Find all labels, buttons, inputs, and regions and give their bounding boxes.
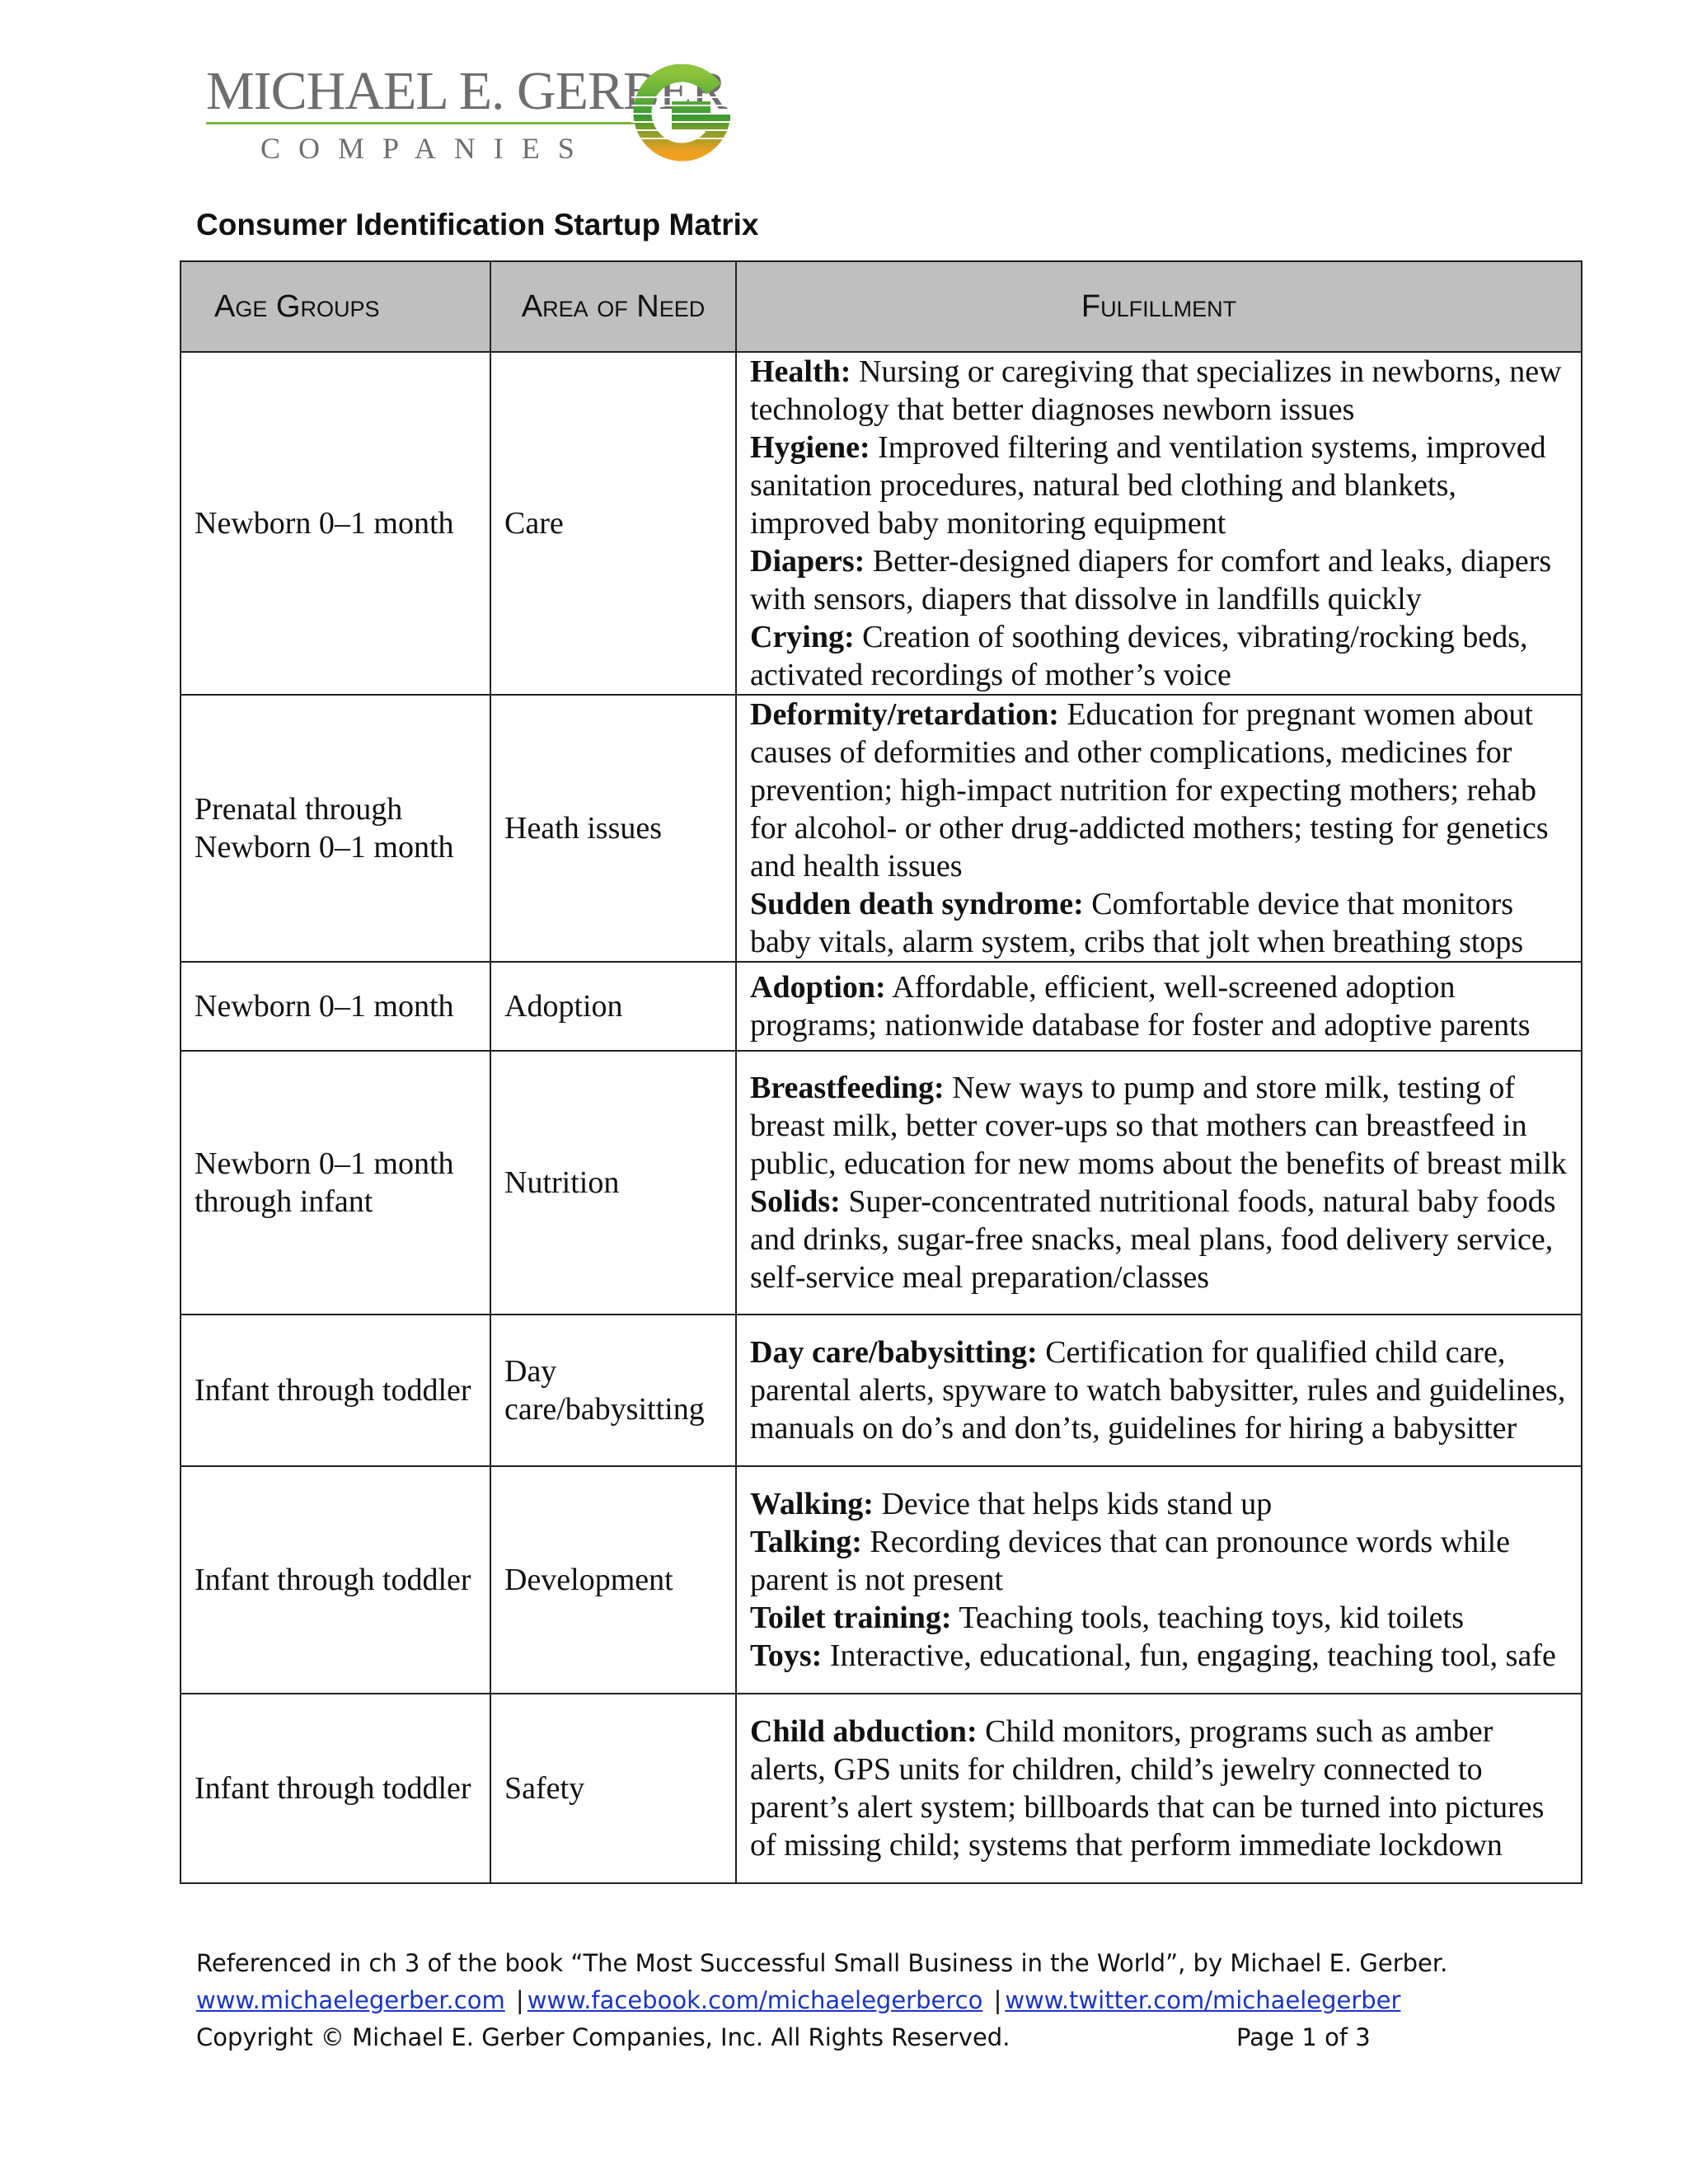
fulfillment-label: Toilet training: bbox=[750, 1601, 952, 1635]
area-of-need-cell: Day care/babysitting bbox=[490, 1315, 736, 1466]
fulfillment-label: Breastfeeding: bbox=[750, 1071, 945, 1105]
twitter-link[interactable]: www.twitter.com/michaelegerber bbox=[1005, 1986, 1401, 2014]
age-group-cell: Infant through toddler bbox=[181, 1694, 490, 1883]
fulfillment-text: Child monitors, programs such as amber alerts, GPS units for children, child’s jewelry connected to parent’s alert system; billboards that can be turned into pictures of missing child; systems that perform immediate lockdown bbox=[750, 1714, 1545, 1863]
fulfillment-item bbox=[750, 353, 1568, 429]
consumer-matrix-table bbox=[180, 260, 1582, 1884]
fulfillment-label: Deformity/retardation: bbox=[750, 697, 1059, 732]
fulfillment-label: Adoption: bbox=[750, 970, 886, 1005]
fulfillment-text: Improved filtering and ventilation systems, improved sanitation procedures, natural bed clothing and blankets, improved baby monitoring equipment bbox=[750, 430, 1546, 541]
age-group-cell: Newborn 0–1 month through infant bbox=[181, 1051, 490, 1315]
fulfillment-text: Comfortable device that monitors baby vitals, alarm system, cribs that jolt when breathing stops bbox=[750, 887, 1524, 959]
table-row bbox=[181, 1051, 1582, 1315]
fulfillment-item bbox=[750, 542, 1568, 618]
age-group-cell: Infant through toddler bbox=[181, 1315, 490, 1466]
fulfillment-label: Day care/babysitting: bbox=[750, 1335, 1038, 1370]
age-group-cell: Newborn 0–1 month bbox=[181, 962, 490, 1051]
fulfillment-cell bbox=[736, 695, 1582, 962]
table-row bbox=[181, 962, 1582, 1051]
table-row bbox=[181, 1466, 1582, 1694]
facebook-link[interactable]: www.facebook.com/michaelegerberco bbox=[527, 1986, 983, 2014]
fulfillment-cell bbox=[736, 962, 1582, 1051]
fulfillment-cell bbox=[736, 1315, 1582, 1466]
page-number: Page 1 of 3 bbox=[1236, 2023, 1371, 2051]
fulfillment-label: Child abduction: bbox=[750, 1714, 978, 1749]
company-logo bbox=[203, 58, 730, 165]
table-header-row bbox=[181, 261, 1582, 352]
fulfillment-item bbox=[750, 1523, 1568, 1599]
fulfillment-label: Walking: bbox=[750, 1487, 874, 1521]
footer-links bbox=[196, 1982, 1447, 2019]
fulfillment-item bbox=[750, 1183, 1568, 1296]
fulfillment-cell bbox=[736, 1051, 1582, 1315]
footer-copyright-line bbox=[196, 2019, 1447, 2056]
table-row bbox=[181, 695, 1582, 962]
fulfillment-item bbox=[750, 1637, 1568, 1675]
fulfillment-text: Better-designed diapers for comfort and leaks, diapers with sensors, diapers that dissolve in landfills quickly bbox=[750, 544, 1552, 616]
age-group-cell: Infant through toddler bbox=[181, 1466, 490, 1694]
fulfillment-label: Diapers: bbox=[750, 544, 865, 579]
fulfillment-item bbox=[750, 1069, 1568, 1183]
fulfillment-text: Affordable, efficient, well-screened adoption programs; nationwide database for foster and adoptive parents bbox=[750, 970, 1531, 1043]
fulfillment-label: Crying: bbox=[750, 620, 855, 654]
fulfillment-cell bbox=[736, 1466, 1582, 1694]
fulfillment-item bbox=[750, 429, 1568, 542]
area-of-need-cell: Heath issues bbox=[490, 695, 736, 962]
fulfillment-label: Health: bbox=[750, 354, 851, 389]
fulfillment-label: Talking: bbox=[750, 1525, 862, 1559]
logo-text: MICHAEL E. GERBER bbox=[206, 61, 727, 121]
area-of-need-cell: Development bbox=[490, 1466, 736, 1694]
fulfillment-label: Solids: bbox=[750, 1184, 841, 1219]
fulfillment-text: Certification for qualified child care, parental alerts, spyware to watch babysitter, rules and guidelines, manuals on do’s and don’ts, guidelines for hiring a babysitter bbox=[750, 1335, 1566, 1446]
area-of-need-cell: Nutrition bbox=[490, 1051, 736, 1315]
fulfillment-cell bbox=[736, 1694, 1582, 1883]
fulfillment-cell bbox=[736, 352, 1582, 695]
copyright-text: Copyright © Michael E. Gerber Companies, Inc. All Rights Reserved. bbox=[196, 2023, 1010, 2051]
fulfillment-label: Toys: bbox=[750, 1638, 823, 1673]
fulfillment-item bbox=[750, 1485, 1568, 1523]
website-link[interactable]: www.michaelegerber.com bbox=[196, 1986, 505, 2014]
fulfillment-text: Interactive, educational, fun, engaging, teaching tool, safe bbox=[822, 1638, 1556, 1673]
fulfillment-item bbox=[750, 696, 1568, 885]
fulfillment-label: Sudden death syndrome: bbox=[750, 887, 1084, 921]
fulfillment-text: Education for pregnant women about causes of deformities and other complications, medicines for prevention; high-impact nutrition for expecting mothers; rehab for alcohol- or other drug-addicted mothers; testing for genetics and health issues bbox=[750, 697, 1549, 883]
logo-rule bbox=[206, 122, 635, 124]
column-header-area-of-need: Area of Need bbox=[490, 261, 736, 352]
document-title: Consumer Identification Startup Matrix bbox=[196, 208, 759, 241]
fulfillment-item bbox=[750, 1713, 1568, 1864]
table-body bbox=[181, 352, 1582, 1883]
logo-subtext: COMPANIES bbox=[260, 132, 593, 165]
fulfillment-item bbox=[750, 1333, 1568, 1447]
fulfillment-label: Hygiene: bbox=[750, 430, 870, 465]
age-group-cell: Prenatal through Newborn 0–1 month bbox=[181, 695, 490, 962]
fulfillment-text: Teaching tools, teaching toys, kid toilets bbox=[951, 1601, 1464, 1635]
fulfillment-text: Creation of soothing devices, vibrating/rocking beds, activated recordings of mother’s voice bbox=[750, 620, 1528, 692]
link-separator: | bbox=[993, 1986, 1002, 2014]
fulfillment-text: New ways to pump and store milk, testing of breast milk, better cover-ups so that mothers can breastfeed in public, education for new moms about the benefits of breast milk bbox=[750, 1071, 1567, 1181]
fulfillment-text: Device that helps kids stand up bbox=[873, 1487, 1273, 1521]
gerber-g-logo-icon bbox=[631, 64, 730, 163]
table-row bbox=[181, 1694, 1582, 1883]
page-footer bbox=[196, 1945, 1447, 2056]
fulfillment-item bbox=[750, 968, 1568, 1044]
age-group-cell: Newborn 0–1 month bbox=[181, 352, 490, 695]
area-of-need-cell: Care bbox=[490, 352, 736, 695]
fulfillment-item bbox=[750, 618, 1568, 694]
table-row bbox=[181, 352, 1582, 695]
table-row bbox=[181, 1315, 1582, 1466]
area-of-need-cell: Safety bbox=[490, 1694, 736, 1883]
column-header-fulfillment: Fulfillment bbox=[736, 261, 1582, 352]
fulfillment-text: Super-concentrated nutritional foods, natural baby foods and drinks, sugar-free snacks, meal plans, food delivery service, self-service meal preparation/classes bbox=[750, 1184, 1556, 1295]
area-of-need-cell: Adoption bbox=[490, 962, 736, 1051]
column-header-age-groups: Age Groups bbox=[181, 261, 490, 352]
fulfillment-text: Recording devices that can pronounce words while parent is not present bbox=[750, 1525, 1511, 1597]
link-separator: | bbox=[515, 1986, 524, 2014]
fulfillment-text: Nursing or caregiving that specializes in newborns, new technology that better diagnoses newborn issues bbox=[750, 354, 1562, 427]
fulfillment-item bbox=[750, 885, 1568, 961]
fulfillment-item bbox=[750, 1599, 1568, 1637]
footer-reference: Referenced in ch 3 of the book “The Most Successful Small Business in the World”, by Michael E. Gerber. bbox=[196, 1949, 1448, 1977]
